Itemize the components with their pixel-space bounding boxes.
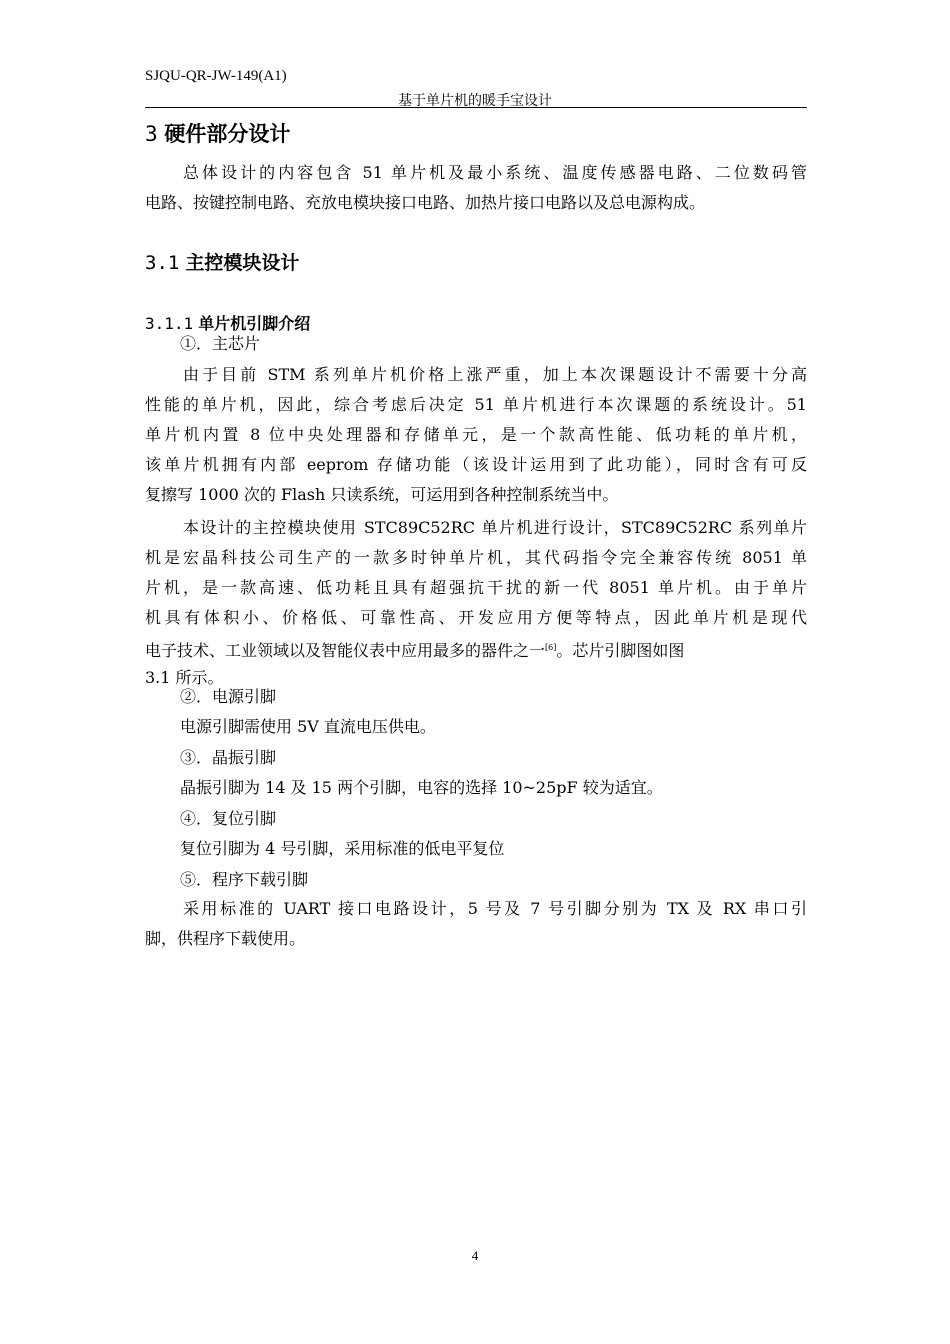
paragraph-line: 电路、按键控制电路、充放电模块接口电路、加热片接口电路以及总电源构成。 [145, 193, 706, 212]
item-main-chip: ①．主芯片 [180, 334, 261, 353]
section-3-heading [145, 118, 290, 148]
paragraph-line: 性能的单片机，因此，综合考虑后决定 51 单片机进行本次课题的系统设计。51 [145, 395, 807, 414]
page-number: 4 [471, 1248, 479, 1263]
item-download-pin: ⑤．程序下载引脚 [180, 870, 309, 889]
paragraph-line: 机是宏晶科技公司生产的一款多时钟单片机，其代码指令完全兼容传统 8051 单 [145, 548, 807, 567]
citation-reference: [6] [545, 643, 557, 652]
paragraph-download-pin [145, 894, 807, 954]
paragraph-line: 3.1 所示。 [145, 668, 224, 687]
paragraph-line [145, 633, 807, 663]
item-power-pin: ②．电源引脚 [180, 687, 277, 706]
running-header-title: 基于单片机的暖手宝设计 [398, 93, 552, 109]
item-reset-pin: ④．复位引脚 [180, 809, 277, 828]
paragraph-line: 单片机内置 8 位中央处理器和存储单元，是一个款高性能、低功耗的单片机， [145, 425, 807, 444]
paragraph-line: 该单片机拥有内部 eeprom 存储功能（该设计运用到了此功能），同时含有可反 [145, 455, 807, 474]
paragraph-main-chip [145, 360, 807, 510]
line-text: 。芯片引脚图如图 [556, 641, 685, 660]
paragraph-line: 机具有体积小、价格低、可靠性高、开发应用方便等特点，因此单片机是现代 [145, 608, 807, 627]
paragraph-line: 采用标准的 UART 接口电路设计，5 号及 7 号引脚分别为 TX 及 RX 串口引 [183, 899, 807, 918]
paragraph-line: 复擦写 1000 次的 Flash 只读系统，可运用到各种控制系统当中。 [145, 485, 619, 504]
line-text: 电子技术、工业领域以及智能仪表中应用最多的器件之一 [145, 641, 546, 660]
paragraph-line: 本设计的主控模块使用 STC89C52RC 单片机进行设计，STC89C52RC 系列单片 [183, 518, 807, 537]
section-number: 3.1.1 [145, 314, 194, 333]
section-title: 单片机引脚介绍 [198, 314, 311, 333]
section-number: 3 [145, 122, 158, 146]
paragraph-line: 总体设计的内容包含 51 单片机及最小系统、温度传感器电路、二位数码管 [183, 163, 807, 182]
section-title: 主控模块设计 [185, 252, 300, 274]
paragraph-line: 片机，是一款高速、低功耗且具有超强抗干扰的新一代 8051 单片机。由于单片 [145, 578, 807, 597]
section-title: 硬件部分设计 [164, 122, 291, 146]
item-crystal-pin-text: 晶振引脚为 14 及 15 两个引脚，电容的选择 10~25pF 较为适宜。 [180, 778, 663, 797]
paragraph-stc89c52rc [145, 513, 807, 693]
paragraph-line: 由于目前 STM 系列单片机价格上涨严重，加上本次课题设计不需要十分高 [183, 365, 807, 384]
document-code: SJQU-QR-JW-149(A1) [145, 68, 287, 84]
item-power-pin-text: 电源引脚需使用 5V 直流电压供电。 [180, 717, 436, 736]
section-number: 3.1 [145, 252, 180, 274]
item-reset-pin-text: 复位引脚为 4 号引脚，采用标准的低电平复位 [180, 839, 505, 858]
item-crystal-pin: ③．晶振引脚 [180, 748, 277, 767]
paragraph-line: 脚，供程序下载使用。 [145, 929, 306, 948]
intro-paragraph [145, 158, 807, 218]
header-rule [145, 107, 807, 108]
section-3-1-heading [145, 248, 299, 275]
